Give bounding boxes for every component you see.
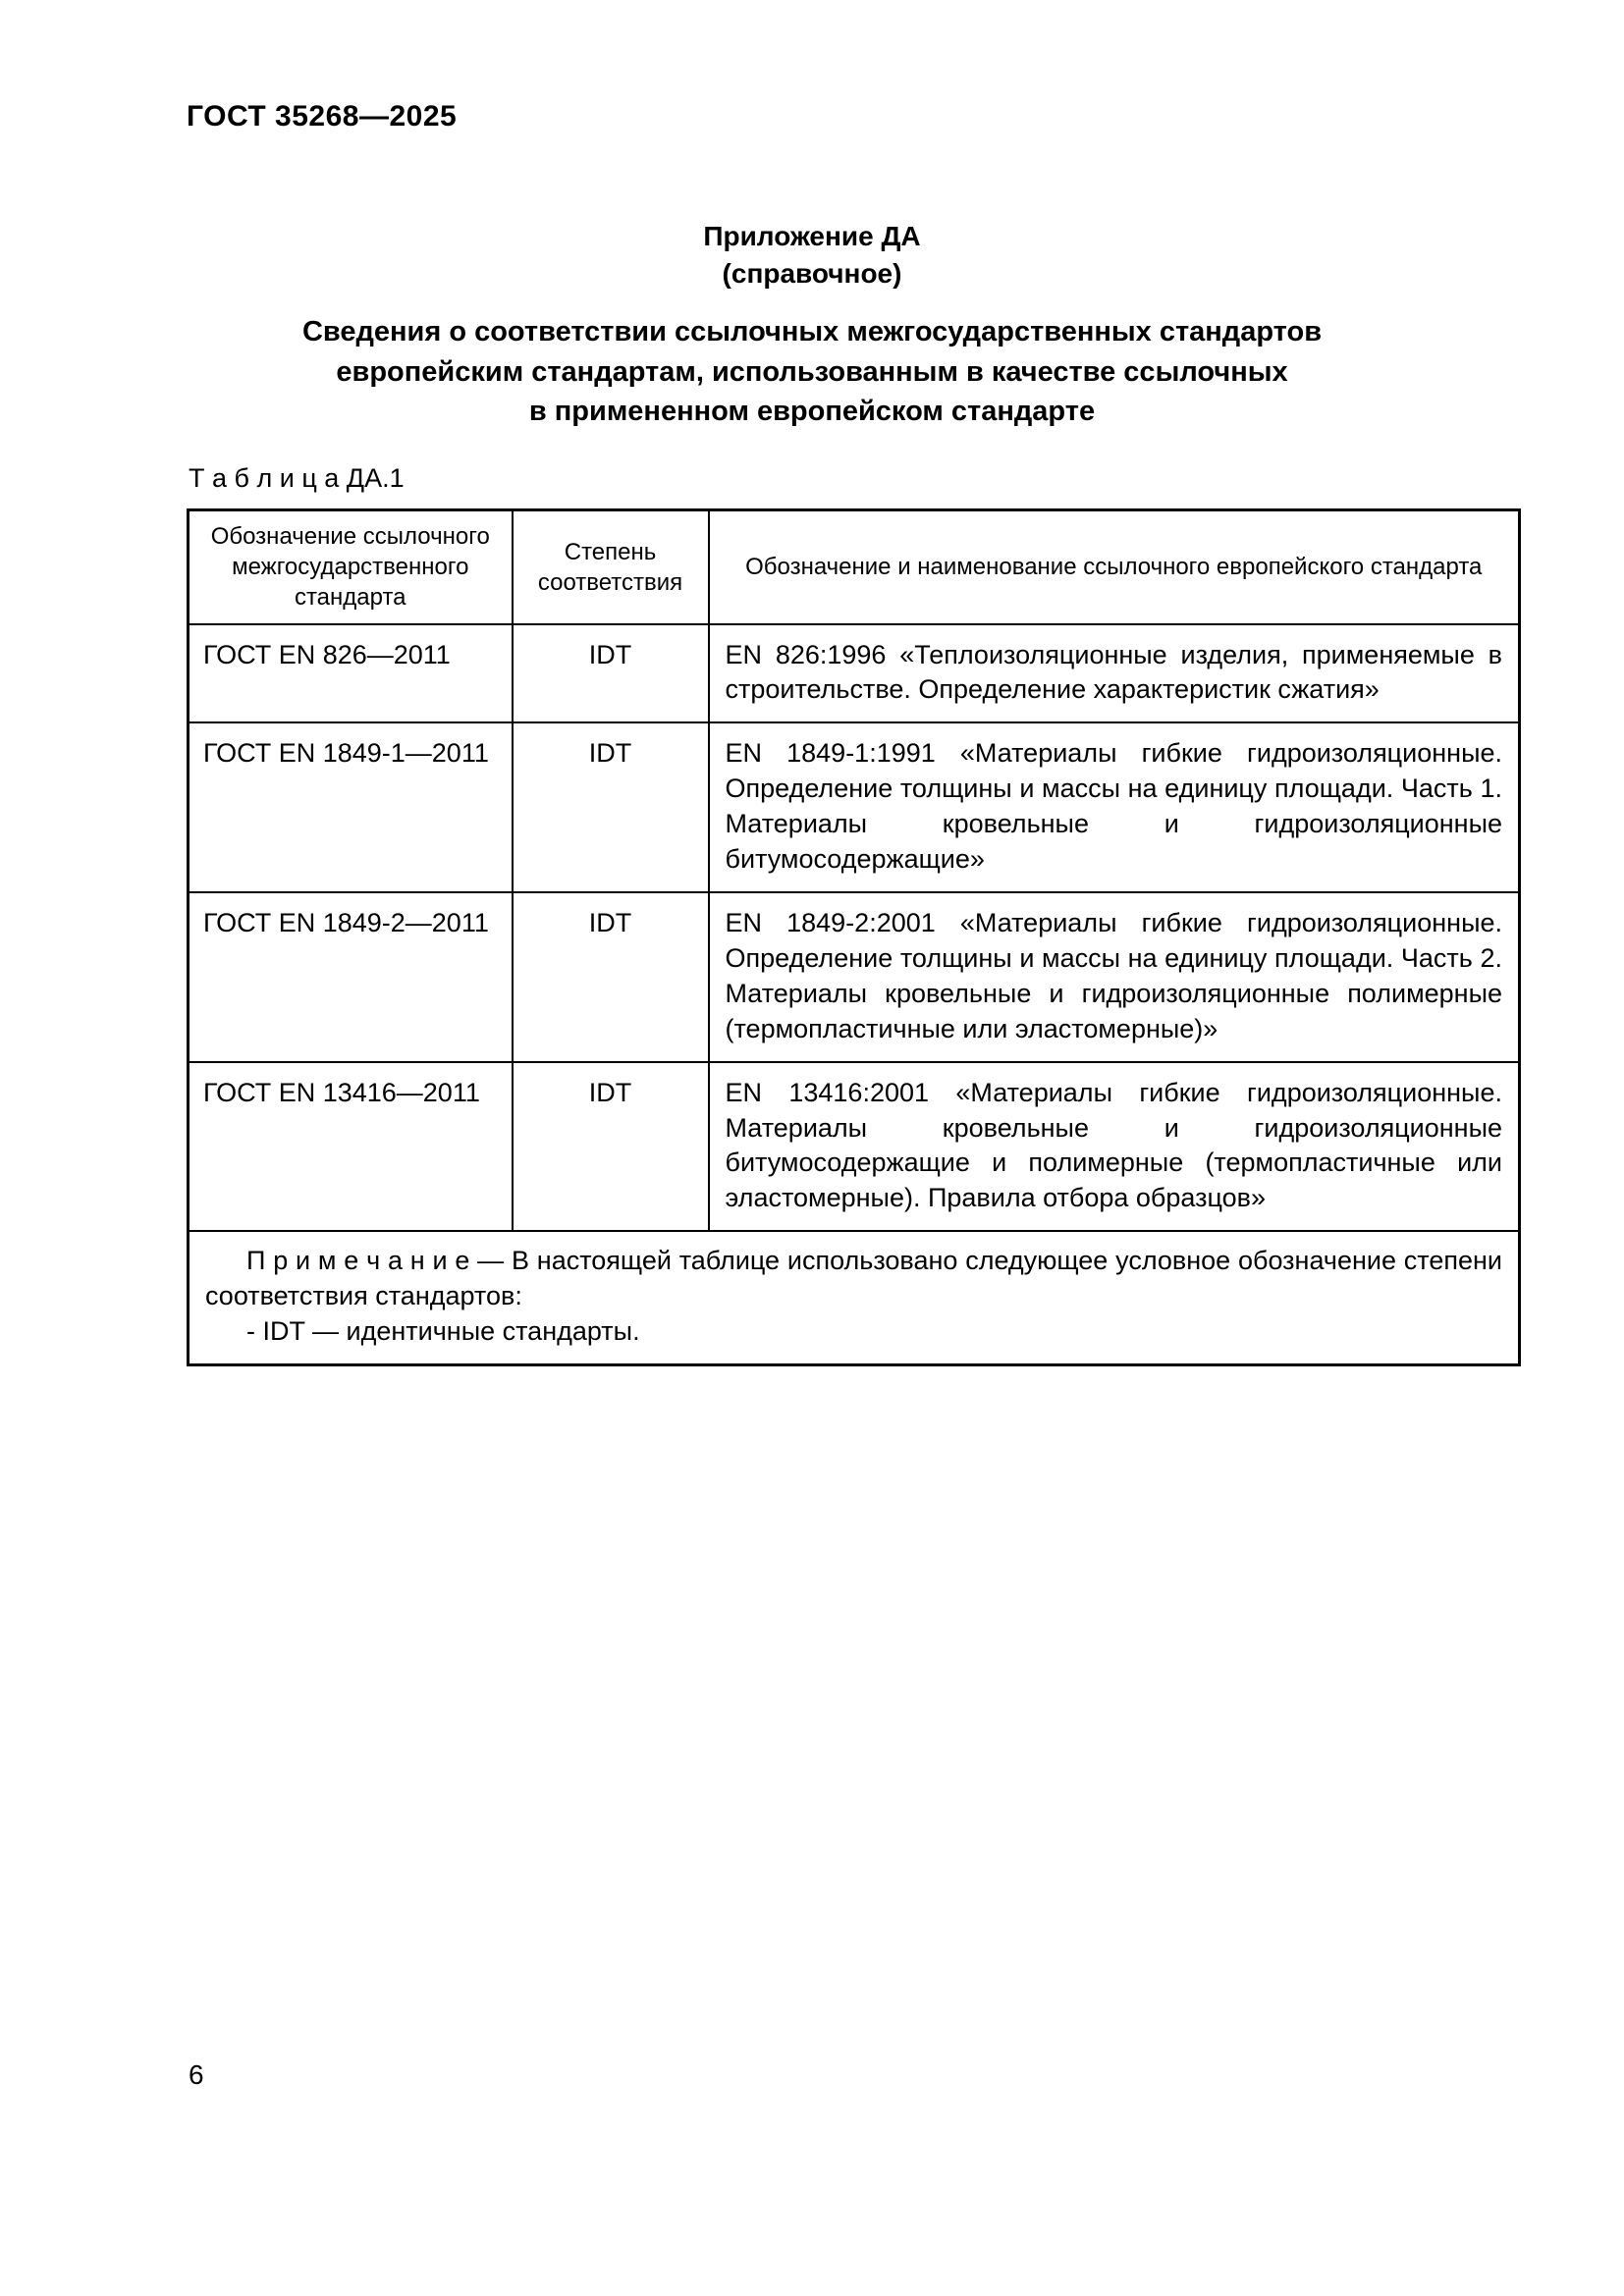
note-text: П р и м е ч а н и е — В настоящей таблице использовано следующее условное обозначение степени соответствия стандартов:	[205, 1246, 1502, 1311]
column-header-degree: Степень соответствия	[513, 510, 709, 624]
appendix-title: Приложение ДА	[703, 221, 921, 251]
cell-degree: IDT	[513, 722, 709, 892]
table-row	[189, 1062, 1520, 1232]
column-header-interstate-standard: Обозначение ссылочного межгосударственного стандарта	[189, 510, 513, 624]
cell-standard: ГОСТ EN 1849-1—2011	[189, 722, 513, 892]
cell-degree: IDT	[513, 624, 709, 723]
cell-degree: IDT	[513, 1062, 709, 1232]
section-title-line-3: в примененном европейском стандарте	[528, 396, 1096, 428]
correspondence-table	[187, 508, 1521, 1366]
table-note-row	[189, 1231, 1520, 1364]
note-item: - IDT — идентичные стандарты.	[246, 1316, 640, 1347]
cell-description: EN 13416:2001 «Материалы гибкие гидроизоляционные. Материалы кровельные и гидроизоляционные битумосодержащие и полимерные (термопластичные или эластомерные). Правила отбора образцов»	[709, 1062, 1520, 1232]
appendix-subtitle: (справочное)	[722, 257, 902, 289]
table-row	[189, 892, 1520, 1062]
appendix-heading	[0, 218, 1624, 293]
cell-degree: IDT	[513, 892, 709, 1062]
section-title-line-1: Сведения о соответствии ссылочных межгосударственных стандартов	[301, 316, 1323, 347]
section-title-line-2: европейским стандартам, использованным в качестве ссылочных	[336, 355, 1288, 388]
cell-standard: ГОСТ EN 1849-2—2011	[189, 892, 513, 1062]
table-row	[189, 624, 1520, 723]
table-note-cell	[189, 1231, 1520, 1364]
cell-description: EN 826:1996 «Теплоизоляционные изделия, применяемые в строительстве. Определение характеристик сжатия»	[709, 624, 1520, 723]
cell-standard: ГОСТ EN 13416—2011	[189, 1062, 513, 1232]
column-header-european-standard: Обозначение и наименование ссылочного европейского стандарта	[709, 510, 1520, 624]
table-caption: Т а б л и ц а ДА.1	[189, 463, 405, 493]
cell-standard: ГОСТ EN 826—2011	[189, 624, 513, 723]
cell-description: EN 1849-2:2001 «Материалы гибкие гидроизоляционные. Определение толщины и массы на единицу площади. Часть 2. Материалы кровельные и гидроизоляционные полимерные (термопластичные или эластомерные)»	[709, 892, 1520, 1062]
table-header-row	[189, 510, 1520, 624]
section-title	[0, 312, 1624, 432]
page-number: 6	[189, 2059, 204, 2090]
cell-description: EN 1849-1:1991 «Материалы гибкие гидроизоляционные. Определение толщины и массы на единицу площади. Часть 1. Материалы кровельные и гидроизоляционные битумосодержащие»	[709, 722, 1520, 892]
table-row	[189, 722, 1520, 892]
document-code: ГОСТ 35268—2025	[187, 100, 458, 133]
